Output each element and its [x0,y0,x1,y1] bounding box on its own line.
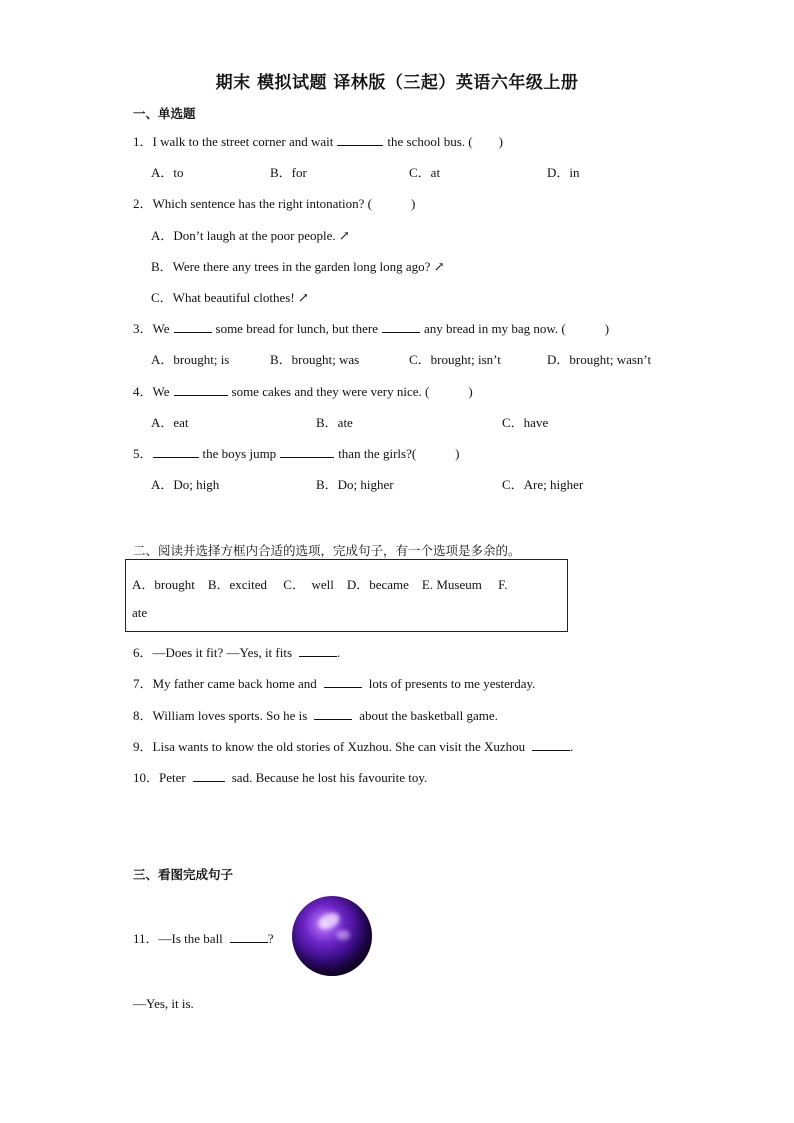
question-text: —Is the ball [158,931,223,946]
answer-blank[interactable] [314,708,352,720]
option-d[interactable]: D．in [547,165,580,180]
answer-blank[interactable] [174,321,212,333]
question-11 [133,928,274,947]
question-8 [133,705,498,724]
question-number: 9． [133,739,153,754]
answer-blank[interactable] [532,739,570,751]
question-text: some bread for lunch, but there [215,321,378,336]
answer-blank[interactable] [299,645,337,657]
option-b[interactable]: B．Do; higher [316,477,394,492]
question-7 [133,673,535,692]
ball-highlight [336,930,350,940]
question-6 [133,642,340,661]
option-a[interactable]: A．Do; high [151,477,220,492]
question-text: William loves sports. So he is [152,708,308,723]
option-c[interactable]: C．have [502,415,549,430]
answer-blank[interactable] [230,931,268,943]
section-heading-picture: 三、看图完成句子 [133,867,234,882]
question-text: lots of presents to me yesterday. [368,676,536,691]
question-text: ? [267,931,274,946]
option-a[interactable]: A．Don’t laugh at the poor people. ↗ [151,228,350,243]
question-3 [133,318,609,337]
question-number: 4． [133,384,153,399]
question-text: the school bus. ( ) [387,134,503,149]
question-text: We [152,321,170,336]
option-c[interactable]: C．at [409,165,441,180]
question-text: I walk to the street corner and wait [152,134,334,149]
question-number: 5． [133,446,153,461]
question-text: . [337,645,341,660]
question-number: 3． [133,321,153,336]
question-number: 2． [133,196,153,211]
option-c[interactable]: C．brought; isn’t [409,352,501,367]
option-c[interactable]: C．What beautiful clothes! ↗ [151,290,309,305]
question-number: 7． [133,676,153,691]
question-text: some cakes and they were very nice. ( ) [231,384,473,399]
question-text: the boys jump [202,446,277,461]
question-text: Lisa wants to know the old stories of Xuzhou. She can visit the Xuzhou [152,739,526,754]
question-text: Which sentence has the right intonation? ( ) [152,196,416,211]
question-5 [133,443,460,462]
section-heading-single-choice: 一、单选题 [133,106,196,121]
answer-blank[interactable] [153,446,199,458]
question-number: 6． [133,645,153,660]
answer-blank[interactable] [280,446,334,458]
option-a[interactable]: A．eat [151,415,189,430]
question-text: than the girls?( ) [338,446,460,461]
question-number: 1． [133,134,153,149]
option-d[interactable]: D．brought; wasn’t [547,352,652,367]
word-bank-line-2: ate [132,605,148,620]
question-number: 10． [133,770,160,785]
answer-blank[interactable] [193,770,225,782]
question-text: My father came back home and [152,676,317,691]
question-number: 11． [133,931,159,946]
question-10 [133,767,427,786]
question-number: 8． [133,708,153,723]
question-11-answer: —Yes, it is. [133,996,194,1011]
option-a[interactable]: A．brought; is [151,352,230,367]
option-b[interactable]: B．Were there any trees in the garden long long ago? ↗ [151,259,445,274]
question-2 [133,193,415,212]
option-a[interactable]: A．to [151,165,184,180]
question-1 [133,131,503,150]
question-text: . [570,739,574,754]
option-b[interactable]: B．ate [316,415,353,430]
answer-blank[interactable] [174,384,228,396]
question-text: —Does it fit? —Yes, it fits [152,645,293,660]
answer-blank[interactable] [382,321,420,333]
question-text: Peter [159,770,186,785]
word-bank-line-1: A．brought B．excited C． well D．became E. Museum F. [132,577,508,592]
question-text: We [152,384,170,399]
option-b[interactable]: B．brought; was [270,352,360,367]
question-9 [133,736,573,755]
question-4 [133,381,473,400]
question-text: sad. Because he lost his favourite toy. [231,770,428,785]
word-bank-box [125,559,568,632]
page-title: 期末 模拟试题 译林版（三起）英语六年级上册 [215,73,579,93]
question-text: about the basketball game. [359,708,498,723]
purple-ball-image [292,896,372,976]
option-c[interactable]: C．Are; higher [502,477,584,492]
answer-blank[interactable] [324,676,362,688]
answer-blank[interactable] [337,134,383,146]
option-b[interactable]: B．for [270,165,307,180]
section-heading-reading: 二、阅读并选择方框内合适的选项，完成句子，有一个选项是多余的。 [133,543,521,558]
question-text: any bread in my bag now. ( ) [423,321,610,336]
